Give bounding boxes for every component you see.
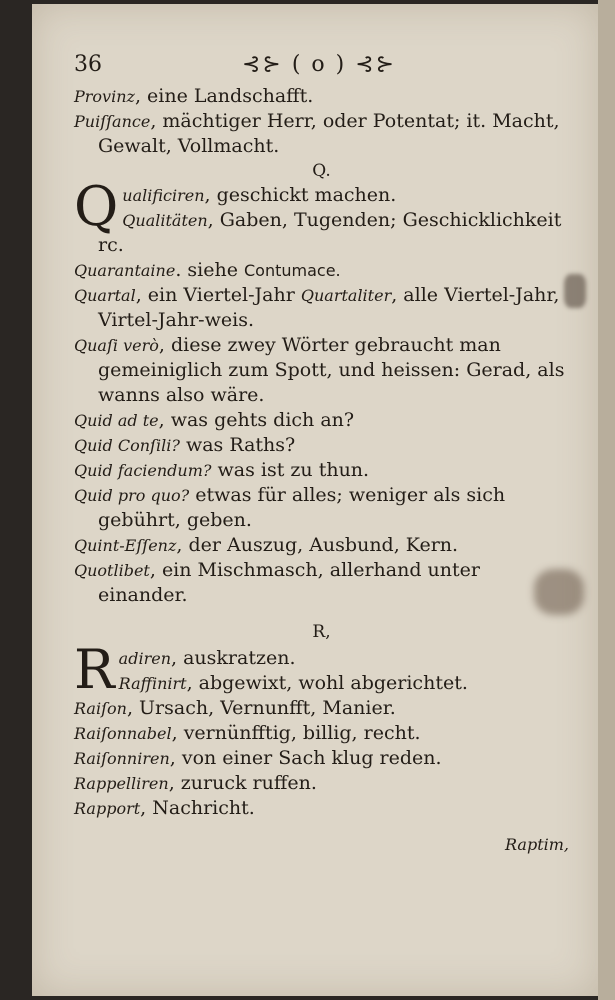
dictionary-entry: Quint-Eſſenz, der Auszug, Ausbund, Kern. [74,534,459,556]
page-edge [598,0,615,1000]
dictionary-entry: Quarantaine. siehe Contumace. [74,259,341,281]
catchword: Raptim, [505,835,569,854]
running-header [74,46,569,84]
dictionary-entry: Quartal, ein Viertel-Jahr Quartaliter, alle Viertel-Jahr, Virtel-Jahr-weis. [74,284,560,331]
dictionary-entry: Quid pro quo? etwas für alles; weniger als sich gebührt, geben. [74,484,506,531]
dictionary-entry: Radiren, auskratzen. Raffinirt, abgewixt, wohl abgerichtet. [74,638,468,701]
dictionary-entry: Puiſſance, mächtiger Herr, oder Potentat; it. Macht, Gewalt, Vollmacht. [74,110,560,157]
page-text [74,46,569,854]
drop-cap: Q [74,175,119,238]
dictionary-entry: Provinz, eine Landschafft. [74,85,314,107]
drop-cap: R [74,638,115,701]
dictionary-entry: Raiſonnabel, vernünfftig, billig, recht. [74,722,421,744]
section-heading-q: Q. [312,161,331,181]
dictionary-entry: Quid Conſili? was Raths? [74,434,296,456]
dictionary-entry: Rappelliren, zuruck ruffen. [74,772,317,794]
dictionary-entry: Quotlibet, ein Mischmasch, allerhand unter einander. [74,559,480,606]
book-page [32,4,598,996]
dictionary-entry: Quaſi verò, diese zwey Wörter gebraucht man gemeiniglich zum Spott, und heissen: Gerad, als wanns also wäre. [74,334,565,406]
header-ornament: ⊰⊱ ( o ) ⊰⊱ [242,52,397,77]
dictionary-entry: Rapport, Nachricht. [74,797,255,819]
dictionary-entry: Raiſon, Ursach, Vernunfft, Manier. [74,697,396,719]
dictionary-entry: Raiſonniren, von einer Sach klug reden. [74,747,442,769]
dictionary-entry: Quid faciendum? was ist zu thun. [74,459,370,481]
dictionary-entry: Quid ad te, was gehts dich an? [74,409,355,431]
dictionary-entry: Qualificiren, geschickt machen. Qualitäten, Gaben, Tugenden; Geschicklichkeit rc. [74,175,562,256]
page-number: 36 [74,52,102,77]
section-heading-r: R, [312,622,331,642]
